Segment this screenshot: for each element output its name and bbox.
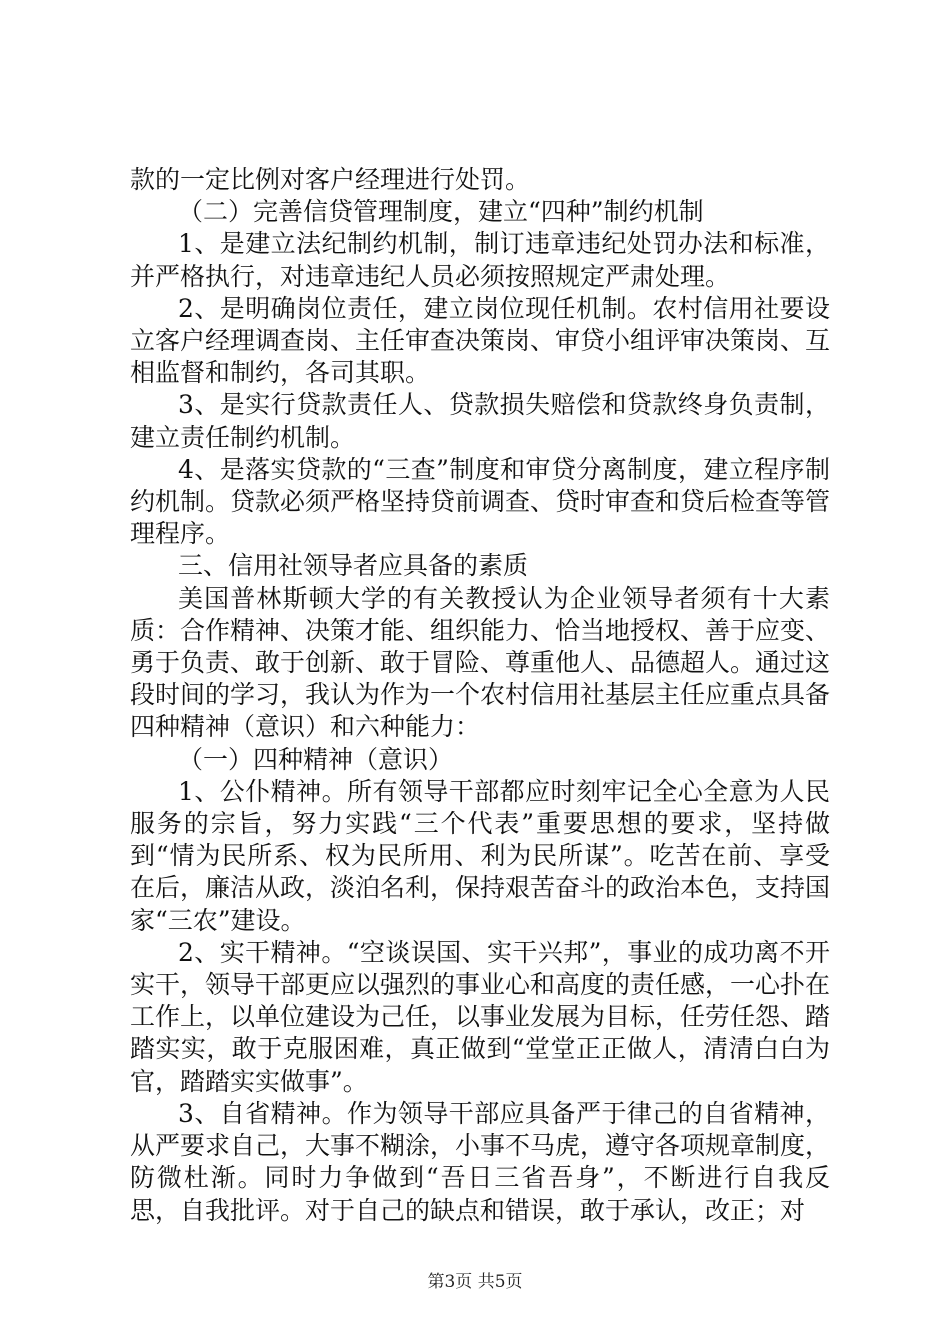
paragraph-spirit-3: 3、自省精神。作为领导干部应具备严于律己的自省精神，从严要求自己，大事不糊涂，小事不马虎，遵守各项规章制度，防微杜渐。同时力争做到“吾日三省吾身”，不断进行自我反思，自我批评。对于自己的缺点和错误，敢于承认，改正；对 — [130, 1098, 831, 1225]
document-body — [130, 164, 830, 1227]
paragraph-item-3: 3、是实行贷款责任人、贷款损失赔偿和贷款终身负责制，建立责任制约机制。 — [130, 390, 830, 452]
paragraph-item-2: 2、是明确岗位责任，建立岗位现任机制。农村信用社要设立客户经理调查岗、主任审查决策岗、审贷小组评审决策岗、互相监督和制约，各司其职。 — [130, 293, 831, 388]
paragraph-spirit-1: 1、公仆精神。所有领导干部都应时刻牢记全心全意为人民服务的宗旨，努力实践“三个代表”重要思想的要求，坚持做到“情为民所系、权为民所用、利为民所谋”。吃苦在前、享受在后，廉洁从政，淡泊名利，保持艰苦奋斗的政治本色，支持国家“三农”建设。 — [130, 776, 831, 935]
paragraph-princeton: 美国普林斯顿大学的有关教授认为企业领导者须有十大素质：合作精神、决策才能、组织能力、恰当地授权、善于应变、勇于负责、敢于创新、敢于冒险、尊重他人、品德超人。通过这段时间的学习，我认为作为一个农村信用社基层主任应重点具备四种精神（意识）和六种能力： — [130, 583, 831, 742]
section-heading-credit-management: （二）完善信贷管理制度，建立“四种”制约机制 — [178, 197, 704, 227]
section-heading-leader-qualities: 三、信用社领导者应具备的素质 — [178, 551, 529, 581]
section-heading-four-spirits: （一）四种精神（意识） — [178, 744, 454, 774]
paragraph-continuation: 款的一定比例对客户经理进行处罚。 — [130, 165, 531, 194]
page-number-footer: 第3页 共5页 — [427, 1272, 523, 1292]
paragraph-item-4: 4、是落实贷款的“三查”制度和审贷分离制度，建立程序制约机制。贷款必须严格坚持贷前调查、贷时审查和贷后检查等管理程序。 — [130, 454, 831, 549]
paragraph-spirit-2: 2、实干精神。“空谈误国、实干兴邦”，事业的成功离不开实干，领导干部更应以强烈的事业心和高度的责任感，一心扑在工作上，以单位建设为己任，以事业发展为目标，任劳任怨、踏踏实实，敢于克服困难，真正做到“堂堂正正做人，清清白白为官，踏踏实实做事”。 — [130, 937, 831, 1096]
paragraph-item-1: 1、是建立法纪制约机制，制订违章违纪处罚办法和标准，并严格执行，对违章违纪人员必须按照规定严肃处理。 — [130, 229, 830, 291]
